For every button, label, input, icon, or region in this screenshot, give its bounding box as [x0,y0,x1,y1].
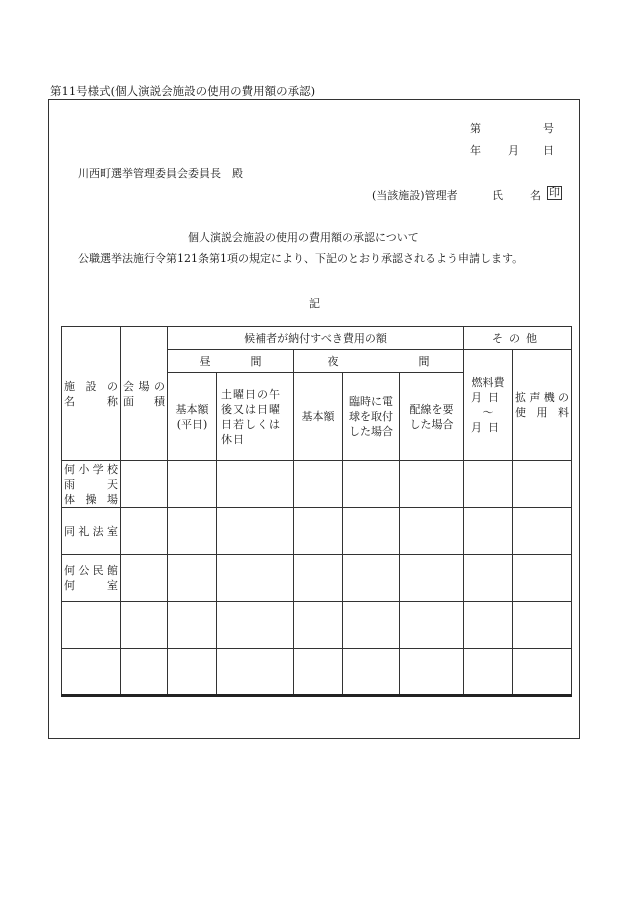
venue-area-line2: 面積 [123,394,165,408]
number-suffix: 号 [543,122,554,135]
table-cell [168,602,217,649]
header-basic-night: 基本額 [294,373,343,461]
header-saturday-afternoon: 土曜日の午後又は日曜日若しくは休日 [217,373,294,461]
facility-line1: 同礼法室 [64,524,118,538]
facility-line1: 何小学校 [64,462,118,476]
header-candidate-cost: 候補者が納付すべき費用の額 [168,327,464,350]
body-text: 公職選挙法施行令第121条第1項の規定により、下記のとおり承認されるよう申請します。 [78,252,524,265]
header-wiring: 配線を要した場合 [400,373,464,461]
venue-area-line1: 会場の [123,379,165,393]
fuel-line1: 燃料費 [471,376,505,389]
header-other: その他 [464,327,572,350]
table-cell [217,649,294,696]
name-label-1: 氏 [492,189,503,202]
facility-cell [62,461,121,508]
night-label: 夜 [327,354,339,368]
facility-cell [62,602,121,649]
table-row [62,649,572,696]
subject-line: 個人演説会施設の使用の費用額の承認について [188,231,419,244]
header-night [294,350,464,373]
header-basic-weekday [168,373,217,461]
seal-box [547,186,562,200]
table-cell [121,508,168,555]
table-cell [343,649,400,696]
table-cell [464,555,513,602]
header-day [168,350,294,373]
date-month: 月 [508,144,519,157]
addressee: 川西町選挙管理委員会委員長 殿 [78,167,243,180]
speaker-line2: 使用料 [515,406,570,419]
table-cell [217,461,294,508]
table-cell [513,602,572,649]
facility-cell [62,508,121,555]
table-row [62,508,572,555]
table-cell [464,461,513,508]
table-cell [343,602,400,649]
header-venue-area [121,327,168,461]
table-cell [294,555,343,602]
table-cell [217,508,294,555]
number-prefix: 第 [470,122,481,135]
note-heading: 記 [309,297,320,310]
table-row [62,461,572,508]
table-cell [513,461,572,508]
cost-table [61,326,572,697]
speaker-line1: 拡声機の [515,391,570,404]
fuel-line3: ～ [482,406,494,419]
table-cell [400,555,464,602]
table-row [62,602,572,649]
table-cell [513,508,572,555]
facility-line2: 雨 天 [64,477,118,491]
facility-line3: 体操場 [64,492,118,506]
facility-cell [62,555,121,602]
table-cell [294,508,343,555]
applicant-label: (当該施設)管理者 [372,189,458,202]
table-cell [294,461,343,508]
table-cell [343,508,400,555]
night-label-2: 間 [418,354,430,368]
table-row [62,555,572,602]
table-cell [168,649,217,696]
table-cell [168,461,217,508]
header-speaker [513,350,572,461]
facility-name-line1: 施設の [64,379,118,393]
header-facility-name [62,327,121,461]
table-cell [294,649,343,696]
table-cell [168,508,217,555]
name-label-2: 名 [530,189,541,202]
facility-name-line2: 名称 [64,394,118,408]
header-fuel [464,350,513,461]
table-cell [513,649,572,696]
basic-weekday-line1: 基本額 [175,402,209,416]
table-cell [294,602,343,649]
table-cell [400,602,464,649]
form-title: 第11号様式(個人演説会施設の使用の費用額の承認) [50,84,316,98]
table-cell [464,649,513,696]
seal-mark: 印 [549,186,560,199]
table-cell [121,649,168,696]
day-label-2: 間 [250,354,262,368]
table-cell [464,602,513,649]
fuel-line4: 月日 [471,421,506,434]
table-cell [121,555,168,602]
table-cell [343,555,400,602]
day-label: 昼 [199,354,211,368]
table-cell [343,461,400,508]
facility-line2: 何 室 [64,579,118,592]
table-cell [217,602,294,649]
basic-weekday-line2: (平日) [176,417,208,431]
facility-cell [62,649,121,696]
table-cell [168,555,217,602]
facility-line1: 何公民館 [64,564,118,577]
table-cell [121,461,168,508]
header-temp-bulb: 臨時に電球を取付した場合 [343,373,400,461]
date-year: 年 [470,144,481,157]
table-cell [217,555,294,602]
table-cell [513,555,572,602]
table-cell [400,461,464,508]
table-cell [400,508,464,555]
table-cell [464,508,513,555]
table-cell [121,602,168,649]
table-cell [400,649,464,696]
fuel-line2: 月日 [471,391,506,404]
date-day: 日 [543,144,554,157]
